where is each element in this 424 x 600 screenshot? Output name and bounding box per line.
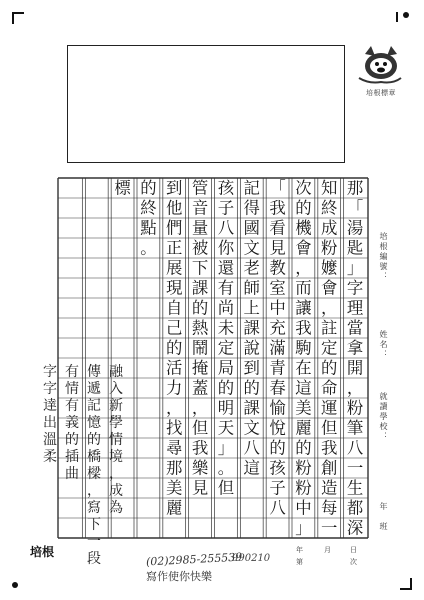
date-times-label: 次 xyxy=(350,558,357,566)
teacher-comment-character: ， xyxy=(109,466,123,482)
essay-character: 的 xyxy=(217,378,235,398)
essay-character: 局 xyxy=(217,358,235,378)
essay-character: 正 xyxy=(166,238,183,258)
footer-phone: (02)2985-255539 xyxy=(145,550,243,569)
essay-character: 見 xyxy=(191,478,209,498)
essay-character: 記 xyxy=(243,178,260,198)
essay-character: 命 xyxy=(321,378,338,398)
teacher-comment-character: 溫 xyxy=(43,432,57,448)
essay-character: 中 xyxy=(269,298,286,318)
essay-character: 教 xyxy=(269,258,286,278)
teacher-comment-character: 的 xyxy=(65,432,79,448)
essay-character: 會 xyxy=(321,278,338,298)
essay-character: 嬤 xyxy=(321,258,338,278)
essay-character: 」 xyxy=(295,518,312,538)
teacher-comment-character: 憶 xyxy=(87,415,101,431)
essay-character: 當 xyxy=(346,318,364,338)
essay-character: ， xyxy=(295,258,312,278)
essay-character: 未 xyxy=(217,318,235,338)
essay-character: 課 xyxy=(191,278,209,298)
date-order-label: 第 xyxy=(296,558,303,566)
essay-character: 但 xyxy=(217,478,235,498)
essay-character: ， xyxy=(346,378,364,398)
teacher-comment-character: 傳 xyxy=(87,364,101,380)
essay-character: 但 xyxy=(321,418,338,438)
teacher-comment-character: 達 xyxy=(43,398,57,414)
essay-character: 美 xyxy=(166,478,183,498)
essay-character: 天 xyxy=(217,418,235,438)
essay-character: 理 xyxy=(346,298,364,318)
essay-character: 的 xyxy=(166,338,183,358)
brand-mark: 培根 xyxy=(30,545,55,559)
essay-character: 己 xyxy=(166,318,183,338)
teacher-comment-character: 融 xyxy=(109,364,123,380)
name-label: 姓名： xyxy=(379,330,388,360)
teacher-comment-character: 學 xyxy=(109,415,123,431)
essay-character: 。 xyxy=(217,458,235,478)
teacher-comment-character: 有 xyxy=(65,398,79,414)
essay-character: 室 xyxy=(269,278,286,298)
essay-character: 每 xyxy=(321,498,338,518)
essay-character: 還 xyxy=(217,258,235,278)
essay-character: 八 xyxy=(269,498,286,518)
essay-character: 明 xyxy=(217,398,235,418)
essay-character: 在 xyxy=(295,358,312,378)
essay-character: 點 xyxy=(140,218,157,238)
essay-character: 終 xyxy=(140,198,157,218)
id-label: 培根編號： xyxy=(379,232,388,282)
essay-character: 湯 xyxy=(346,218,364,238)
essay-character: 子 xyxy=(217,198,235,218)
essay-character: 的 xyxy=(295,198,312,218)
teacher-comment-character: 新 xyxy=(109,398,123,414)
essay-character: 次 xyxy=(295,178,312,198)
essay-character: 生 xyxy=(346,478,364,498)
essay-character: 子 xyxy=(269,478,286,498)
teacher-comment-character: 柔 xyxy=(43,449,57,465)
essay-character: 課 xyxy=(243,318,260,338)
essay-character: 八 xyxy=(217,218,235,238)
essay-character: 。 xyxy=(140,238,157,258)
essay-character: 尚 xyxy=(217,298,235,318)
teacher-comment-character: 一 xyxy=(87,534,101,550)
teacher-comment-character: 橋 xyxy=(87,449,101,465)
essay-character: 悅 xyxy=(269,418,286,438)
essay-character: 而 xyxy=(295,278,312,298)
footer-slogan: 寫作使你快樂 xyxy=(146,570,212,583)
essay-character: 筆 xyxy=(346,418,364,438)
essay-character: ， xyxy=(191,398,209,418)
essay-character: 我 xyxy=(321,438,338,458)
essay-character: 的 xyxy=(295,438,312,458)
essay-character: 下 xyxy=(191,258,209,278)
teacher-comment-character: 字 xyxy=(43,364,57,380)
essay-character: 會 xyxy=(295,238,312,258)
teacher-comment-character: 入 xyxy=(109,381,123,397)
teacher-comment-character: 出 xyxy=(43,415,57,431)
essay-character: 國 xyxy=(243,218,260,238)
essay-character: 成 xyxy=(321,218,338,238)
grade-class-label: 年 班 xyxy=(379,502,388,532)
essay-character: 麗 xyxy=(295,418,312,438)
teacher-comment-character: 插 xyxy=(65,449,79,465)
teacher-comment-character: 境 xyxy=(109,449,123,465)
essay-character: 有 xyxy=(217,278,235,298)
essay-character: 蓋 xyxy=(191,378,209,398)
essay-character: 我 xyxy=(295,318,312,338)
essay-character: 的 xyxy=(243,378,260,398)
essay-character: 他 xyxy=(166,198,183,218)
date-month-label: 月 xyxy=(324,546,331,554)
teacher-comment-character: 有 xyxy=(65,364,79,380)
date-day-label: 日 xyxy=(350,546,357,554)
essay-character: 我 xyxy=(191,438,209,458)
essay-character: 掩 xyxy=(191,358,209,378)
essay-character: 課 xyxy=(243,398,260,418)
essay-character: 一 xyxy=(346,458,364,478)
teacher-comment-character: 樑 xyxy=(87,466,101,482)
essay-character: 說 xyxy=(243,338,260,358)
essay-character: 我 xyxy=(269,198,286,218)
essay-character: 八 xyxy=(243,438,260,458)
essay-character: 樂 xyxy=(191,458,209,478)
essay-character: 被 xyxy=(191,238,209,258)
essay-character: 「 xyxy=(269,178,286,198)
essay-character: 充 xyxy=(269,318,286,338)
essay-character: 那 xyxy=(166,458,183,478)
essay-character: 知 xyxy=(321,178,338,198)
essay-character: 標 xyxy=(114,178,131,198)
essay-character: 找 xyxy=(166,418,183,438)
stamp-label: 培根標章 xyxy=(366,89,396,97)
essay-character: 春 xyxy=(269,378,286,398)
teacher-comment-character: 的 xyxy=(87,432,101,448)
essay-character: 得 xyxy=(243,198,260,218)
essay-character: 看 xyxy=(269,218,286,238)
essay-character: 們 xyxy=(166,218,183,238)
essay-character: 拿 xyxy=(346,338,364,358)
essay-character: 讓 xyxy=(295,298,312,318)
essay-character: 活 xyxy=(166,358,183,378)
essay-character: 粉 xyxy=(321,238,338,258)
essay-character: 滿 xyxy=(269,338,286,358)
essay-character: 」 xyxy=(346,258,364,278)
teacher-comment-character: 為 xyxy=(109,500,123,516)
essay-character: 八 xyxy=(346,438,364,458)
essay-character: 的 xyxy=(140,178,157,198)
essay-character: 音 xyxy=(191,198,209,218)
essay-character: 一 xyxy=(321,518,338,538)
essay-character: 熱 xyxy=(191,318,209,338)
essay-character: 的 xyxy=(191,298,209,318)
essay-character: 機 xyxy=(295,218,312,238)
essay-character: 造 xyxy=(321,478,338,498)
teacher-comment-character: 記 xyxy=(87,398,101,414)
essay-character: 運 xyxy=(321,398,338,418)
essay-character: 量 xyxy=(191,218,209,238)
essay-character: 這 xyxy=(243,458,260,478)
essay-character: 創 xyxy=(321,458,338,478)
essay-character: 粉 xyxy=(295,478,312,498)
essay-character: 到 xyxy=(166,178,183,198)
essay-character: 老 xyxy=(243,258,260,278)
essay-character: ， xyxy=(321,298,338,318)
essay-character: 自 xyxy=(166,298,183,318)
essay-character: 那 xyxy=(346,178,364,198)
footer-code: 990210 xyxy=(232,553,271,564)
essay-character: 的 xyxy=(269,438,286,458)
essay-character: 麗 xyxy=(166,498,183,518)
teacher-comment-character: 下 xyxy=(87,517,101,533)
essay-character: 深 xyxy=(346,518,364,538)
essay-character: 但 xyxy=(191,418,209,438)
teacher-comment-character: 情 xyxy=(109,432,123,448)
essay-character: 中 xyxy=(295,498,312,518)
essay-character: 上 xyxy=(243,298,260,318)
essay-character: 字 xyxy=(346,278,364,298)
essay-character: 到 xyxy=(243,358,260,378)
teacher-comment-character: 寫 xyxy=(87,500,101,516)
essay-character: 青 xyxy=(269,358,286,378)
essay-character: 文 xyxy=(243,418,260,438)
essay-character: 力 xyxy=(166,378,183,398)
essay-character: 現 xyxy=(166,278,183,298)
essay-character: 終 xyxy=(321,198,338,218)
essay-character: ， xyxy=(166,398,183,418)
essay-character: 註 xyxy=(321,318,338,338)
essay-character: 駒 xyxy=(295,338,312,358)
school-label: 就讀學校： xyxy=(379,392,388,442)
essay-character: 文 xyxy=(243,238,260,258)
essay-character: 的 xyxy=(321,358,338,378)
teacher-comment-character: 義 xyxy=(65,415,79,431)
essay-character: 匙 xyxy=(346,238,364,258)
essay-character: 管 xyxy=(191,178,209,198)
essay-character: 這 xyxy=(295,378,312,398)
essay-character: 都 xyxy=(346,498,364,518)
teacher-comment-character: 字 xyxy=(43,381,57,397)
date-year-label: 年 xyxy=(296,546,303,554)
essay-character: 美 xyxy=(295,398,312,418)
essay-character: 見 xyxy=(269,238,286,258)
teacher-comment-character: ， xyxy=(87,483,101,499)
teacher-comment-character: 曲 xyxy=(65,466,79,482)
essay-character: 孩 xyxy=(217,178,235,198)
essay-character: 「 xyxy=(346,198,364,218)
essay-character: 粉 xyxy=(346,398,364,418)
essay-character: 你 xyxy=(217,238,235,258)
essay-character: 愉 xyxy=(269,398,286,418)
teacher-comment-character: 遞 xyxy=(87,381,101,397)
essay-character: 尋 xyxy=(166,438,183,458)
essay-character: 開 xyxy=(346,358,364,378)
essay-character: 展 xyxy=(166,258,183,278)
teacher-comment-character: 成 xyxy=(109,483,123,499)
essay-character: 粉 xyxy=(295,458,312,478)
essay-character: 鬧 xyxy=(191,338,209,358)
essay-character: 孩 xyxy=(269,458,286,478)
teacher-comment-character: 段 xyxy=(87,551,101,567)
teacher-comment-character: 情 xyxy=(65,381,79,397)
essay-character: 定 xyxy=(321,338,338,358)
essay-character: 師 xyxy=(243,278,260,298)
essay-character: 」 xyxy=(217,438,235,458)
essay-character: 定 xyxy=(217,338,235,358)
